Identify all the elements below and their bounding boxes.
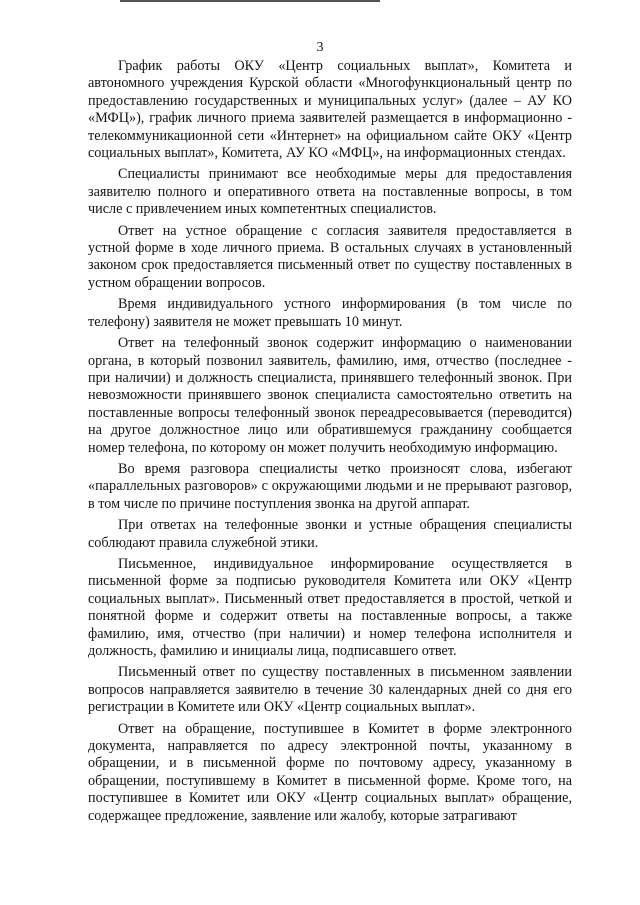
- paragraph-specialists-measures: Специалисты принимают все необходимые меры для предоставления заявителю полного и оперативного ответа на поставленные вопросы, в том числе с привлечением иных компетентных специалистов.: [88, 166, 572, 218]
- paragraph-phone-call: Ответ на телефонный звонок содержит информацию о наименовании органа, в который позвонил заявитель, фамилию, имя, отчество (последнее - при наличии) и должность специалиста, принявшего телефонный звонок. При невозможности принявшего звонок специалиста самостоятельно ответить на поставленные вопросы телефонный звонок переадресовывается (переводится) на другое должностное лицо или обратившемуся гражданину сообщается номер телефона, по которому он может получить необходимую информацию.: [88, 335, 572, 456]
- page-number: 3: [316, 40, 324, 55]
- paragraph-written-informing: Письменное, индивидуальное информирование осуществляется в письменной форме за подписью руководителя Комитета или ОКУ «Центр социальных выплат». Письменный ответ предоставляется в простой, четкой и понятной форме и содержит ответы на поставленные вопросы, а также фамилию, имя, отчество (при наличии) и номер телефона исполнителя и должность, фамилию и инициалы лица, подписавшего ответ.: [88, 555, 572, 659]
- paragraph-written-answer-term: Письменный ответ по существу поставленных в письменном заявлении вопросов направляется заявителю в течение 30 календарных дней со дня его регистрации в Комитете или ОКУ «Центр социальных выплат».: [88, 664, 572, 716]
- paragraph-conversation-rules: Во время разговора специалисты четко произносят слова, избегают «параллельных разговоров» с окружающими людьми и не прерывают разговор, в том числе по причине поступления звонка на другой аппарат.: [88, 460, 572, 512]
- paragraph-oral-answer: Ответ на устное обращение с согласия заявителя предоставляется в устной форме в ходе личного приема. В остальных случаях в установленный законом срок предоставляется письменный ответ по существу поставленных в устном обращении вопросов.: [88, 222, 572, 291]
- paragraph-electronic-answer: Ответ на обращение, поступившее в Комитет в форме электронного документа, направляется по адресу электронной почты, указанному в обращении, и в письменной форме по почтовому адресу, указанному в обращении, поступившему в Комитет в письменной форме. Кроме того, на поступившее в Комитет или ОКУ «Центр социальных выплат» обращение, содержащее предложение, заявление или жалобу, которые затрагивают: [88, 720, 572, 824]
- top-edge-rule: [120, 0, 380, 2]
- paragraph-informing-time: Время индивидуального устного информирования (в том числе по телефону) заявителя не может превышать 10 минут.: [88, 296, 572, 330]
- paragraph-ethics: При ответах на телефонные звонки и устные обращения специалисты соблюдают правила служебной этики.: [88, 517, 572, 551]
- paragraph-schedule: График работы ОКУ «Центр социальных выплат», Комитета и автономного учреждения Курской области «Многофункциональный центр по предоставлению государственных и муниципальных услуг» (далее – АУ КО «МФЦ»), график личного приема заявителей размещается в информационно - телекоммуникационной сети «Интернет» на официальном сайте ОКУ «Центр социальных выплат», Комитета, АУ КО «МФЦ», на информационных стендах.: [88, 58, 572, 162]
- document-body: [88, 58, 572, 829]
